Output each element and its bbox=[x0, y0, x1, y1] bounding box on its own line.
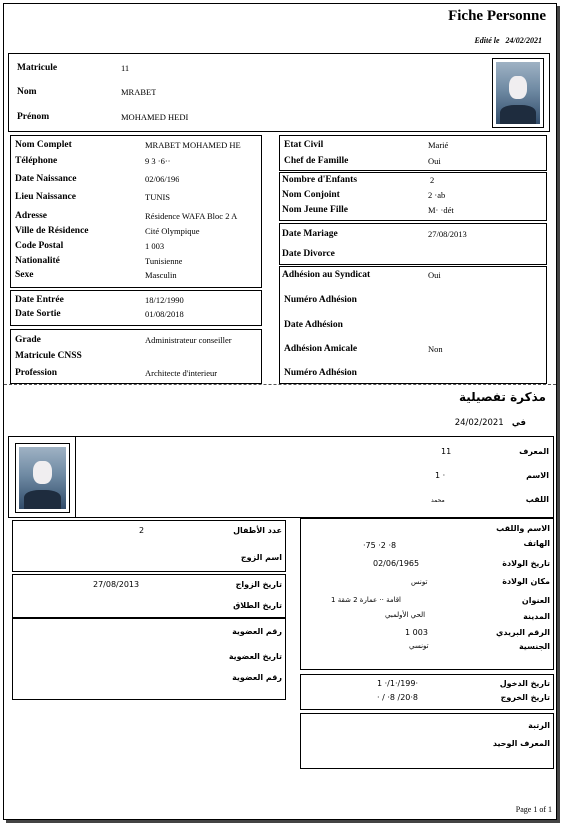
lieu-naissance-value: TUNIS bbox=[145, 192, 171, 202]
adresse-label: Adresse bbox=[15, 211, 48, 221]
date-sortie-value: 01/08/2018 bbox=[145, 309, 184, 319]
date-adhesion-label: Date Adhésion bbox=[284, 320, 343, 330]
code-postal-label: Code Postal bbox=[15, 241, 64, 251]
arabic-city-label: المدينة bbox=[523, 612, 550, 621]
arabic-member-no2-label: رقم العضوية bbox=[232, 673, 282, 682]
section-divider bbox=[4, 384, 556, 385]
arabic-surname-label: اللقب bbox=[525, 495, 549, 504]
nom-complet-label: Nom Complet bbox=[15, 140, 72, 150]
arabic-personal-box bbox=[300, 518, 554, 670]
arabic-date-value: 24/02/2021 bbox=[454, 418, 504, 428]
arabic-nationality-value: تونسي bbox=[409, 642, 429, 650]
cnss-label: Matricule CNSS bbox=[15, 351, 82, 361]
prenom-label: Prénom bbox=[17, 112, 50, 122]
arabic-id-label: المعرف bbox=[519, 447, 549, 456]
arabic-address-value: اقامة ·· عمارة 2 شقة 1 bbox=[331, 596, 402, 604]
num-adhesion2-label: Numéro Adhésion bbox=[284, 368, 357, 378]
syndicat-value: Oui bbox=[428, 270, 441, 280]
enfants-value: 2 bbox=[430, 175, 435, 185]
lieu-naissance-label: Lieu Naissance bbox=[15, 192, 76, 202]
adresse-value: Résidence WAFA Bloc 2 A bbox=[145, 211, 238, 221]
conjoint-value: 2 ·ab bbox=[428, 190, 446, 200]
arabic-phone-value: ·75 ·2 ·8 bbox=[363, 541, 397, 550]
arabic-birthdate-label: تاريخ الولادة bbox=[502, 559, 550, 568]
arabic-family-box bbox=[12, 520, 286, 572]
jeune-fille-value: M· ·dét bbox=[428, 205, 454, 215]
arabic-id-value: 11 bbox=[441, 447, 452, 456]
arabic-divorce-label: تاريخ الطلاق bbox=[233, 601, 282, 610]
arabic-service-dates-box bbox=[300, 674, 554, 710]
arabic-birthdate-value: 02/06/1965 bbox=[373, 559, 420, 568]
arabic-spouse-label: اسم الزوج bbox=[240, 553, 282, 562]
identity-box bbox=[8, 53, 550, 132]
arabic-nationality-label: الجنسية bbox=[518, 642, 550, 651]
arabic-postal-label: الرقم البريدي bbox=[496, 628, 550, 637]
arabic-profile-photo bbox=[15, 443, 70, 513]
date-entree-label: Date Entrée bbox=[15, 295, 64, 305]
arabic-membership-box bbox=[12, 618, 286, 700]
nationalite-label: Nationalité bbox=[15, 256, 60, 266]
arabic-date-line bbox=[455, 418, 526, 428]
nationalite-value: Tunisienne bbox=[145, 256, 183, 266]
nom-value: MRABET bbox=[121, 87, 157, 97]
arabic-member-date-label: تاريخ العضوية bbox=[228, 652, 282, 661]
arabic-address-label: العنوان bbox=[521, 596, 550, 605]
arabic-grade-label: الرتبة bbox=[528, 721, 550, 730]
arabic-exit-value: · / ·8 /20·8 bbox=[377, 693, 419, 702]
personal-info-box bbox=[10, 135, 262, 288]
arabic-exit-label: تاريخ الخروج bbox=[500, 693, 550, 702]
arabic-city-value: الحي الأولمبي bbox=[385, 611, 426, 619]
jeune-fille-label: Nom Jeune Fille bbox=[282, 205, 348, 215]
arabic-entry-label: تاريخ الدخول bbox=[499, 679, 550, 688]
profile-photo bbox=[492, 58, 544, 128]
service-dates-box bbox=[10, 290, 262, 326]
arabic-entry-value: 1 ·/1·/199· bbox=[377, 679, 419, 688]
num-adhesion-label: Numéro Adhésion bbox=[284, 295, 357, 305]
amicale-label: Adhésion Amicale bbox=[284, 344, 358, 354]
enfants-label: Nombre d'Enfants bbox=[282, 175, 358, 185]
grade-value: Administrateur conseiller bbox=[145, 335, 232, 345]
ville-value: Cité Olympique bbox=[145, 226, 200, 236]
civil-state-box bbox=[279, 135, 547, 171]
sexe-label: Sexe bbox=[15, 270, 34, 280]
date-mariage-value: 27/08/2013 bbox=[428, 229, 467, 239]
marriage-box bbox=[279, 223, 547, 265]
page-number: Page 1 of 1 bbox=[515, 805, 552, 814]
arabic-date-prefix: في bbox=[511, 418, 526, 428]
edition-date: 24/02/2021 bbox=[505, 36, 542, 45]
arabic-name-label: الاسم bbox=[526, 471, 549, 480]
date-sortie-label: Date Sortie bbox=[15, 309, 61, 319]
arabic-name-value: 1 · bbox=[435, 471, 446, 480]
date-naissance-label: Date Naissance bbox=[15, 174, 77, 184]
report-title: Fiche Personne bbox=[448, 8, 546, 24]
job-box bbox=[10, 329, 262, 384]
arabic-grade-box bbox=[300, 713, 554, 769]
date-mariage-label: Date Mariage bbox=[282, 229, 338, 239]
arabic-postal-value: 1 003 bbox=[405, 628, 428, 637]
syndicat-label: Adhésion au Syndicat bbox=[282, 270, 371, 280]
profession-label: Profession bbox=[15, 368, 58, 378]
arabic-unique-id-label: المعرف الوحيد bbox=[492, 739, 550, 748]
arabic-marriage-box bbox=[12, 574, 286, 618]
matricule-value: 11 bbox=[121, 63, 130, 73]
edition-label: Edité le bbox=[474, 36, 500, 45]
date-naissance-value: 02/06/196 bbox=[145, 174, 180, 184]
edition-info bbox=[474, 36, 542, 45]
arabic-phone-label: الهاتف bbox=[523, 539, 550, 548]
prenom-value: MOHAMED HEDI bbox=[121, 112, 189, 122]
family-box bbox=[279, 172, 547, 221]
sexe-value: Masculin bbox=[145, 270, 177, 280]
chef-famille-label: Chef de Famille bbox=[284, 156, 349, 166]
arabic-birthplace-value: تونس bbox=[411, 578, 428, 586]
arabic-birthplace-label: مكان الولادة bbox=[502, 577, 550, 586]
telephone-label: Téléphone bbox=[15, 156, 58, 166]
arabic-marriage-label: تاريخ الزواج bbox=[235, 580, 282, 589]
arabic-title: مذكرة تفصيلية bbox=[458, 390, 546, 404]
arabic-surname-value: محمد bbox=[431, 497, 445, 504]
matricule-label: Matricule bbox=[17, 63, 58, 73]
report-page bbox=[3, 3, 557, 820]
arabic-children-value: 2 bbox=[139, 526, 145, 535]
telephone-value: 9 3 ·6·· bbox=[145, 156, 171, 166]
nom-label: Nom bbox=[17, 87, 37, 97]
date-divorce-label: Date Divorce bbox=[282, 249, 335, 259]
etat-civil-label: Etat Civil bbox=[284, 140, 324, 150]
arabic-member-no-label: رقم العضوية bbox=[232, 627, 282, 636]
etat-civil-value: Marié bbox=[428, 140, 449, 150]
chef-famille-value: Oui bbox=[428, 156, 441, 166]
arabic-fullname-label: الاسم واللقب bbox=[496, 524, 550, 533]
grade-label: Grade bbox=[15, 335, 41, 345]
arabic-marriage-value: 27/08/2013 bbox=[93, 580, 140, 589]
conjoint-label: Nom Conjoint bbox=[282, 190, 340, 200]
profession-value: Architecte d'interieur bbox=[145, 368, 218, 378]
arabic-identity-box bbox=[8, 436, 554, 518]
union-box bbox=[279, 266, 547, 384]
amicale-value: Non bbox=[428, 344, 443, 354]
photo-divider bbox=[75, 437, 76, 517]
nom-complet-value: MRABET MOHAMED HE bbox=[145, 140, 241, 150]
code-postal-value: 1 003 bbox=[145, 241, 165, 251]
arabic-children-label: عدد الأطفال bbox=[233, 526, 282, 535]
ville-label: Ville de Résidence bbox=[15, 226, 89, 236]
date-entree-value: 18/12/1990 bbox=[145, 295, 184, 305]
